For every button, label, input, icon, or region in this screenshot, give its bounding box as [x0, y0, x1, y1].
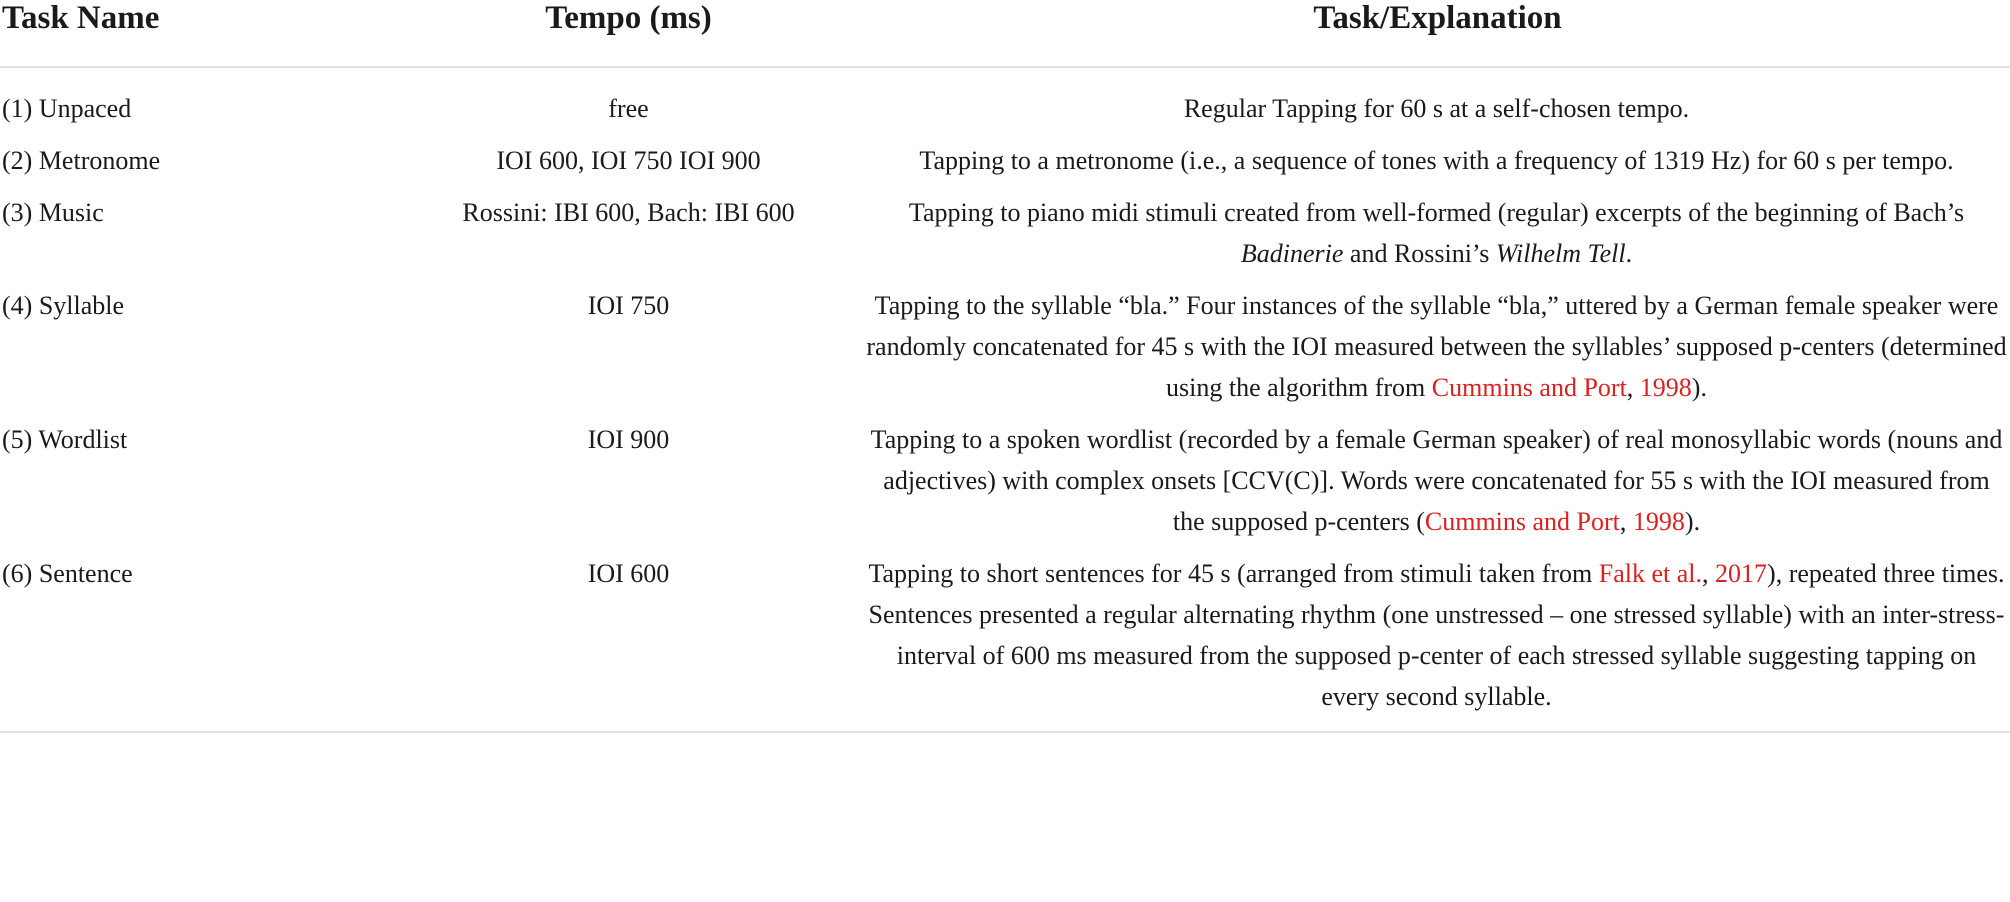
task-name-cell: (1) Unpaced [2, 94, 132, 123]
explanation-cell [865, 419, 2010, 553]
table-row [0, 553, 2010, 732]
task-name-cell: (5) Wordlist [2, 425, 128, 454]
explanation-cell [865, 140, 2010, 192]
explanation-cell [865, 192, 2010, 285]
table-row [0, 67, 2010, 140]
citation-link[interactable]: Cummins and Port [1431, 373, 1627, 402]
explanation-cell [865, 553, 2010, 732]
tempo-cell: IOI 750 [587, 291, 670, 320]
explanation-cell [865, 67, 2010, 140]
table-row [0, 140, 2010, 192]
task-name-cell: (2) Metronome [2, 146, 161, 175]
tempo-cell: IOI 900 [587, 425, 670, 454]
explanation-text: ), repeated three times. Sentences presented a regular alternating rhythm (one unstressed – one stressed syllable) with an inter-stress-interval of 600 ms measured from the supposed p-center of each stressed syllable suggesting tapping on every second syllable. [868, 559, 2005, 711]
table-row [0, 192, 2010, 285]
work-title-badinerie: Badinerie [1240, 239, 1344, 268]
explanation-text: and Rossini’s [1343, 239, 1496, 268]
citation-year-link[interactable]: 2017 [1715, 559, 1768, 588]
explanation-text: , [1702, 559, 1716, 588]
task-name-cell: (4) Syllable [2, 291, 125, 320]
explanation-text: Regular Tapping for 60 s at a self-chosen tempo. [1183, 94, 1690, 123]
tempo-cell: Rossini: IBI 600, Bach: IBI 600 [462, 198, 795, 227]
citation-link[interactable]: Cummins and Port [1424, 507, 1620, 536]
column-header-task-name: Task Name [0, 0, 330, 67]
table-row [0, 419, 2010, 553]
citation-link[interactable]: Falk et al. [1598, 559, 1703, 588]
work-title-wilhelm-tell: Wilhelm Tell [1495, 239, 1626, 268]
column-header-tempo: Tempo (ms) [330, 0, 865, 67]
explanation-text: ). [1691, 373, 1707, 402]
table-row [0, 285, 2010, 419]
explanation-text: ). [1684, 507, 1701, 536]
task-name-cell: (6) Sentence [0, 553, 330, 732]
tempo-cell: IOI 600 [330, 553, 865, 732]
citation-year-link[interactable]: 1998 [1632, 507, 1685, 536]
explanation-text: Tapping to piano midi stimuli created from well-formed (regular) excerpts of the beginning of Bach’s [908, 198, 1965, 227]
explanation-text: Tapping to a metronome (i.e., a sequence of tones with a frequency of 1319 Hz) for 60 s per tempo. [919, 146, 1954, 175]
explanation-text: , [1619, 507, 1633, 536]
header-row [0, 0, 2010, 67]
explanation-cell [865, 285, 2010, 419]
tempo-cell: free [608, 94, 649, 123]
explanation-text: Tapping to the syllable “bla.” Four instances of the syllable “bla,” uttered by a German female speaker were randomly concatenated for 45 s with the IOI measured between the syllables’ supposed p-centers (determined using the algorithm from [866, 291, 2007, 402]
task-name-cell: (3) Music [2, 198, 104, 227]
explanation-text: Tapping to short sentences for 45 s (arranged from stimuli taken from [868, 559, 1599, 588]
explanation-text: , [1626, 373, 1640, 402]
citation-year-link[interactable]: 1998 [1639, 373, 1692, 402]
tempo-cell: IOI 600, IOI 750 IOI 900 [496, 146, 761, 175]
explanation-text: Tapping to a spoken wordlist (recorded by a female German speaker) of real monosyllabic words (nouns and adjectives) with complex onsets [CCV(C)]. Words were concatenated for 55 s with the IOI measured from the supposed p-centers ( [870, 425, 2003, 536]
explanation-text: . [1625, 239, 1633, 268]
column-header-explanation: Task/Explanation [865, 0, 2010, 67]
